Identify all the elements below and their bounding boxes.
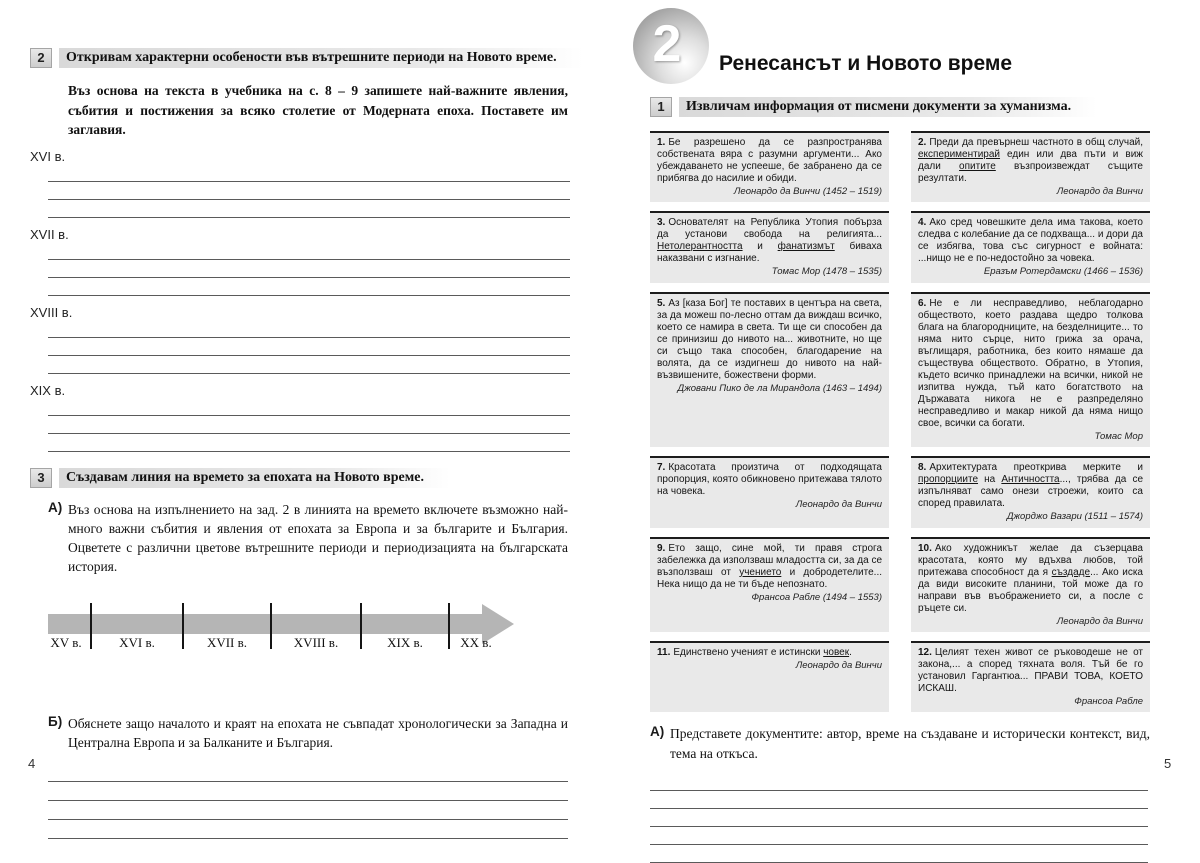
quote-number: 4. [918,217,927,229]
quote-number: 3. [657,217,666,229]
answer-line [48,338,570,356]
task1-part-a [650,724,1150,762]
part-a-answer-area [650,773,1148,863]
part-b-text: Обяснете защо началото и краят на епохата не съвпадат хронологически за Западна и Централна Европа и за Балканите и България. [68,716,568,751]
quote-author: Еразъм Ротердамски (1466 – 1536) [983,266,1143,278]
timeline-label: XVI в. [119,635,155,651]
quote-author: Леонардо да Винчи [795,659,882,671]
task3-header [30,468,570,488]
quote-card-6 [911,292,1150,447]
quote-number: 8. [918,462,927,474]
quote-card-12 [911,641,1150,712]
quote-card-11 [650,641,889,712]
task2-number-badge: 2 [30,48,52,68]
quote-card-7 [650,456,889,527]
timeline-label: XIX в. [387,635,423,651]
quote-number: 1. [657,137,666,148]
quote-number: 12. [918,646,932,658]
timeline-label: XVIII в. [293,635,339,651]
quote-number: 2. [918,137,927,148]
answer-line [650,827,1148,845]
answer-line [48,398,570,416]
answer-line [650,791,1148,809]
left-page [30,48,570,839]
task1-header [650,97,1150,117]
quote-author: Леонардо да Винчи [1056,186,1143,197]
answer-line [48,763,568,782]
century-label: XVI в. [30,148,66,164]
quote-author: Томас Мор [1094,430,1143,442]
quote-card-9 [650,537,889,632]
part-b-answer-area [48,763,568,839]
quote-text: Преди да превърнеш частното в общ случай, експериментирай един или два пъти и виж дали опитите възпроизвеждат същите резултати. [918,137,1143,184]
part-a-label: А) [650,724,665,740]
chapter-badge [633,8,709,84]
quote-number: 7. [657,462,666,474]
century-label: XVII в. [30,226,69,242]
task3-title: Създавам линия на времето за епохата на Новото време. [59,468,450,488]
century-block-xvi [30,149,570,218]
answer-line [650,773,1148,791]
part-a-label: А) [48,499,63,515]
timeline-label: XX в. [460,635,492,651]
century-label: XIX в. [30,382,66,398]
answer-line [48,182,570,200]
quote-text: Основателят на Република Утопия побърза да установи свобода на религията... Нетолерантността и фанатизмът биваха наказвани с изгнание. [657,217,882,265]
century-label: XVIII в. [30,304,73,320]
chapter-number: 2 [652,15,682,73]
quote-author: Леонардо да Винчи (1452 – 1519) [733,186,882,197]
task2-title: Откривам характерни особености във вътрешните периоди на Новото време. [59,48,583,68]
timeline [30,596,570,660]
answer-line [48,200,570,218]
answer-line [48,782,568,801]
answer-line [48,434,570,452]
century-block-xix [30,383,570,452]
quote-number: 6. [918,297,927,309]
quote-number: 9. [657,542,666,554]
answer-line [48,356,570,374]
quote-card-4 [911,211,1150,282]
quote-author: Франсоа Рабле [1074,695,1143,707]
quote-author: Джорджо Вазари (1511 – 1574) [1006,511,1143,523]
quote-card-1 [650,131,889,202]
chapter-header [633,8,1150,84]
quote-number: 5. [657,297,666,309]
answer-line [48,278,570,296]
quote-text: Архитектурата преоткрива мерките и пропорциите на Античността..., трябва да се изпълняват само онези строежи, които са според правилата. [918,462,1144,510]
task3-part-b [48,714,568,752]
answer-line [48,801,568,820]
right-page [633,8,1150,863]
quote-card-5 [650,292,889,447]
quote-card-8 [911,456,1150,527]
part-a-text: Представете документите: автор, време на създаване и исторически контекст, вид, тема на откъса. [670,726,1150,761]
quote-author: Леонардо да Винчи [795,499,882,511]
quote-author: Джовани Пико де ла Мирандола (1463 – 1494) [677,382,882,394]
quote-author: Франсоа Рабле (1494 – 1553) [751,591,882,603]
quote-number: 10. [918,542,932,554]
chapter-title: Ренесансът и Новото време [719,52,1013,75]
task1-title: Извличам информация от писмени документи за хуманизма. [679,97,1097,117]
quote-author: Томас Мор (1478 – 1535) [771,266,882,278]
task1-number-badge: 1 [650,97,672,117]
page-number-left: 4 [28,756,36,771]
quote-number: 11. [657,646,671,658]
timeline-bar [48,614,482,634]
timeline-label: XV в. [50,635,82,651]
answer-line [650,809,1148,827]
task2-instruction: Въз основа на текста в учебника на с. 8 – 9 запишете най-важните явления, събития и постижения за всяко столетие от Модерната епоха. Поставете им заглавия. [68,83,568,138]
answer-line [48,242,570,260]
quote-author: Леонардо да Винчи [1056,615,1143,627]
part-a-text: Въз основа на изпълнението на зад. 2 в линията на времето включете възможно най-много важни събития и явления от епохата за Европа и за българите и България. Оцветете с различни цветове вътрешните периоди и периодизацията на българската история. [68,501,568,575]
quote-text: Целият техен живот се ръководеше не от закона,... а според тяхната воля. Тъй бе го установил Гаргантюа... ПРАВИ ТОВА, КОЕТО ИСКАШ. [918,646,1143,694]
answer-line [48,320,570,338]
quote-card-3 [650,211,889,282]
page-number-right: 5 [1164,756,1172,771]
quote-text: Красотата произтича от подходящата пропорция, която обикновено притежава тялото на човека. [657,462,882,498]
quote-text: Не е ли несправедливо, неблагодарно обществото, което раздава щедро толкова блага на благородниците, на безделниците... то няма нито сърце, нито грижа за орача, въглищаря, работника, без които нямаше да съществува обществото. Обратно, в Утопия, където всичко принадлежи на всички, никой не изпитва нужда, тъй като богатството на Държавата никога не е разпределяно несправедливо и макар никой да няма нищо свое, всички са богати. [918,297,1143,429]
part-b-label: Б) [48,714,63,730]
quote-text: Бе разрешено да се разпространява собствената вяра с разумни аргументи... Ако убеждаването не успееше, бе забранено да се прибягва до насилие и обиди. [657,137,882,184]
answer-line [48,820,568,839]
quotes-grid [650,131,1150,712]
quote-text: Аз [каза Бог] те поставих в центъра на света, за да можеш по-лесно оттам да виждаш всичко, което се намира в света. Ти ще си способен да се принизиш до нивото на... животните, но ще си също така способен, благодарение на волята, да се издигнеш до нивото на най-възвишените, божествени форми. [657,297,882,381]
task3-part-a [48,500,568,577]
century-block-xviii [30,305,570,374]
task2-header [30,48,570,68]
quote-text: Ако художникът желае да съзерцава красотата, която му вдъхва любов, той притежава способност да я създаде... Ако иска да види високите планини, той може да го направи във въображението си, а после с ръцете си. [918,542,1143,614]
quote-text: Ето защо, сине мой, ти правя строга забележка да използваш младостта си, за да се възползваш от учението и добродетелите... Нека нищо да не ти бъде непознато. [657,542,882,590]
answer-line [48,260,570,278]
quote-text: Единствено ученият е истински човек. [673,646,852,658]
timeline-label: XVII в. [206,635,248,651]
answer-line [48,164,570,182]
quote-card-2 [911,131,1150,202]
answer-line [650,845,1148,863]
century-block-xvii [30,227,570,296]
quote-card-10 [911,537,1150,632]
quote-text: Ако сред човешките дела има такова, което следва с колебание да се подхваща... и дори да се избягва, това със сигурност е войната: ...нищо не е по-недостойно за човека. [918,217,1143,265]
answer-line [48,416,570,434]
task3-number-badge: 3 [30,468,52,488]
